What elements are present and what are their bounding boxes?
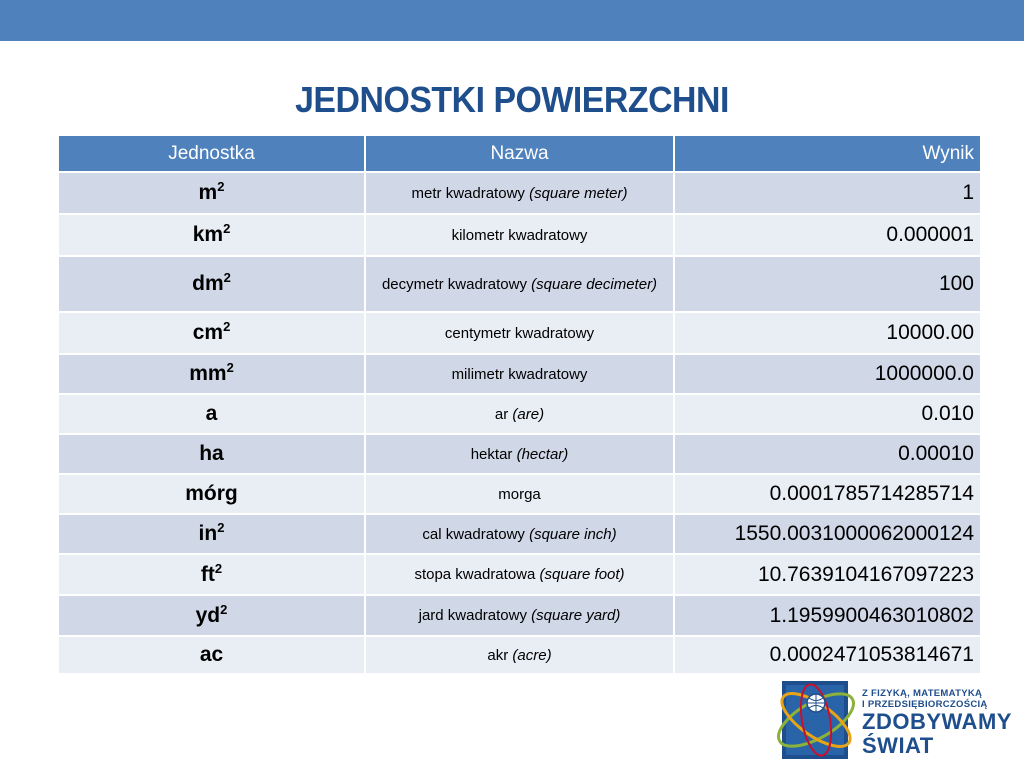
units-table (57, 134, 982, 675)
unit-base: cm (192, 321, 224, 344)
unit-result: 1.1959900463010802 (674, 595, 981, 636)
header-name: Nazwa (365, 135, 674, 172)
unit-exponent: 2 (226, 360, 234, 375)
unit-name-pl: metr kwadratowy (411, 184, 525, 202)
unit-symbol (58, 595, 365, 636)
unit-symbol (58, 474, 365, 514)
unit-exponent: 2 (223, 221, 231, 236)
table-row (58, 474, 981, 514)
unit-base: mm (189, 362, 227, 385)
unit-result: 0.0002471053814671 (674, 636, 981, 674)
unit-exponent: 2 (223, 319, 231, 334)
table-row (58, 636, 981, 674)
unit-result: 0.000001 (674, 214, 981, 256)
table-row (58, 172, 981, 214)
table-row (58, 514, 981, 554)
unit-name (365, 214, 674, 256)
unit-name (365, 394, 674, 434)
logo-line-1: Z FIZYKĄ, MATEMATYKĄ (862, 688, 983, 699)
table-row (58, 595, 981, 636)
unit-name-en: (square inch) (529, 525, 617, 543)
unit-name (365, 554, 674, 595)
unit-name-pl: stopa kwadratowa (414, 566, 536, 583)
top-banner (0, 0, 1024, 41)
unit-name-pl: kilometr kwadratowy (451, 226, 588, 244)
unit-name-pl: hektar (470, 445, 513, 463)
table-row (58, 312, 981, 354)
unit-exponent: 2 (220, 601, 228, 617)
unit-symbol (58, 312, 365, 354)
table-header-row (58, 135, 981, 172)
unit-result: 10000.00 (674, 312, 981, 354)
unit-name (365, 312, 674, 354)
unit-exponent: 2 (214, 560, 223, 576)
logo-line-2: I PRZEDSIĘBIORCZOŚCIĄ (862, 699, 988, 710)
unit-name-en: (are) (512, 405, 545, 423)
unit-name-en: (square yard) (531, 607, 621, 624)
unit-result: 100 (674, 256, 981, 312)
unit-result: 0.0001785714285714 (674, 474, 981, 514)
unit-result: 10.7639104167097223 (674, 554, 981, 595)
unit-symbol (58, 514, 365, 554)
unit-name-en: (acre) (512, 646, 552, 664)
unit-name (365, 256, 674, 312)
unit-exponent: 2 (223, 270, 231, 285)
table-row (58, 394, 981, 434)
unit-result: 1000000.0 (674, 354, 981, 394)
unit-name-en: (square decimeter) (531, 275, 658, 293)
header-unit: Jednostka (58, 135, 365, 172)
table-row (58, 354, 981, 394)
unit-name (365, 636, 674, 674)
unit-base: km (192, 223, 224, 246)
unit-base: ha (199, 442, 224, 465)
unit-name (365, 514, 674, 554)
unit-result: 0.00010 (674, 434, 981, 474)
unit-symbol (58, 172, 365, 214)
unit-name-pl: cal kwadratowy (422, 525, 525, 543)
unit-name (365, 354, 674, 394)
project-logo (776, 675, 1024, 768)
unit-name (365, 595, 674, 636)
unit-name-en: (hectar) (516, 445, 569, 463)
header-result: Wynik (674, 135, 981, 172)
unit-name (365, 434, 674, 474)
table-row (58, 434, 981, 474)
unit-base: mórg (185, 482, 238, 505)
unit-name-en: (square meter) (529, 184, 628, 202)
unit-name (365, 474, 674, 514)
unit-name-pl: jard kwadratowy (418, 607, 527, 624)
unit-name-pl: akr (487, 646, 509, 664)
unit-symbol (58, 394, 365, 434)
unit-symbol (58, 256, 365, 312)
logo-line-3: ZDOBYWAMY (862, 709, 1012, 734)
table-row (58, 256, 981, 312)
unit-name-pl: morga (498, 485, 541, 503)
unit-name-en: (square foot) (539, 566, 625, 583)
unit-symbol (58, 554, 365, 595)
slide-title: JEDNOSTKI POWIERZCHNI (295, 79, 729, 120)
unit-base: m (198, 181, 218, 204)
unit-name-pl: decymetr kwadratowy (381, 275, 527, 293)
table-body (58, 172, 981, 674)
unit-name-pl: milimetr kwadratowy (451, 365, 588, 383)
unit-base: a (205, 402, 218, 425)
unit-symbol (58, 636, 365, 674)
unit-name-pl: ar (494, 405, 509, 423)
unit-base: ac (199, 643, 224, 666)
unit-result: 0.010 (674, 394, 981, 434)
unit-base: in (198, 522, 218, 545)
unit-exponent: 2 (217, 179, 225, 194)
unit-base: dm (192, 272, 224, 295)
unit-result: 1 (674, 172, 981, 214)
table-row (58, 554, 981, 595)
unit-base: ft (200, 562, 215, 586)
table-row (58, 214, 981, 256)
unit-name-pl: centymetr kwadratowy (444, 324, 595, 342)
unit-symbol (58, 434, 365, 474)
unit-symbol (58, 354, 365, 394)
unit-result: 1550.0031000062000124 (674, 514, 981, 554)
logo-line-4: ŚWIAT (862, 733, 934, 758)
unit-symbol (58, 214, 365, 256)
unit-exponent: 2 (217, 520, 225, 535)
unit-base: yd (195, 603, 221, 627)
unit-name (365, 172, 674, 214)
